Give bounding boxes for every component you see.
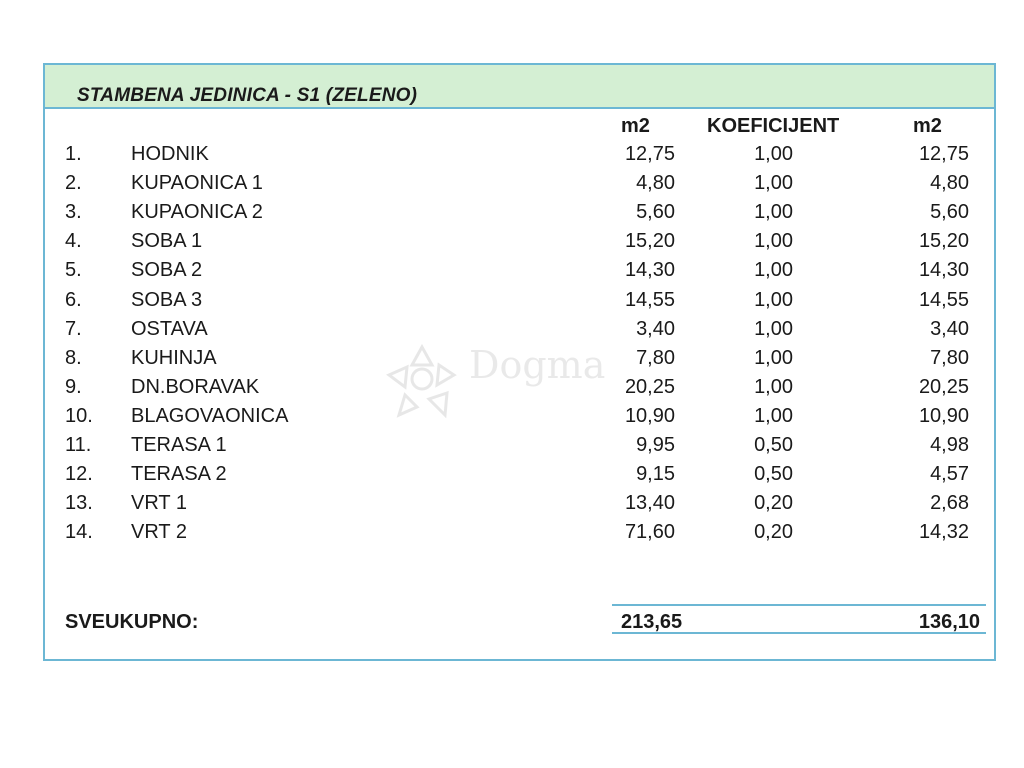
table-row bbox=[45, 318, 994, 347]
room-coefficient: 1,00 bbox=[754, 404, 793, 427]
room-result: 4,98 bbox=[930, 434, 969, 456]
room-name: KUPAONICA 1 bbox=[131, 172, 263, 195]
total-label: SVEUKUPNO: bbox=[65, 611, 199, 633]
room-area: 14,30 bbox=[624, 259, 675, 282]
room-result: 14,55 bbox=[918, 288, 969, 311]
room-name: TERASA 2 bbox=[131, 463, 227, 486]
room-coefficient: 1,00 bbox=[754, 375, 793, 398]
table-row bbox=[45, 376, 994, 405]
header-area: m2 bbox=[621, 115, 650, 137]
row-number: 14. bbox=[65, 521, 93, 544]
row-number: 4. bbox=[65, 230, 82, 253]
room-coefficient: 0,20 bbox=[754, 521, 793, 544]
room-area: 4,80 bbox=[636, 172, 675, 195]
room-result: 15,20 bbox=[918, 230, 969, 253]
header-result: m2 bbox=[913, 115, 942, 137]
row-number: 10. bbox=[65, 404, 93, 427]
room-name: SOBA 1 bbox=[131, 230, 203, 253]
room-coefficient: 0,20 bbox=[754, 492, 793, 515]
room-area: 3,40 bbox=[636, 317, 675, 340]
room-area: 12,75 bbox=[624, 143, 675, 165]
table-row bbox=[45, 143, 994, 172]
room-area: 14,55 bbox=[624, 288, 675, 311]
room-area: 15,20 bbox=[624, 230, 675, 253]
room-name: BLAGOVAONICA bbox=[131, 404, 289, 427]
room-name: KUPAONICA 2 bbox=[131, 201, 263, 224]
table-row bbox=[45, 434, 994, 463]
room-result: 4,80 bbox=[930, 172, 969, 195]
room-name: HODNIK bbox=[131, 143, 209, 165]
row-number: 8. bbox=[65, 346, 82, 369]
room-result: 5,60 bbox=[930, 201, 969, 224]
room-name: OSTAVA bbox=[131, 317, 208, 340]
room-result: 7,80 bbox=[930, 346, 969, 369]
table-row bbox=[45, 492, 994, 521]
room-area: 7,80 bbox=[636, 346, 675, 369]
room-area: 71,60 bbox=[624, 521, 675, 544]
room-area: 5,60 bbox=[636, 201, 675, 224]
row-number: 11. bbox=[65, 434, 92, 456]
room-result: 14,32 bbox=[918, 521, 969, 544]
room-coefficient: 1,00 bbox=[754, 201, 793, 224]
room-result: 14,30 bbox=[918, 259, 969, 282]
room-name: VRT 1 bbox=[131, 492, 187, 515]
room-area: 13,40 bbox=[624, 492, 675, 515]
row-number: 9. bbox=[65, 375, 82, 398]
room-coefficient: 0,50 bbox=[754, 434, 793, 456]
table-row bbox=[45, 289, 994, 318]
row-number: 6. bbox=[65, 288, 82, 311]
room-result: 20,25 bbox=[918, 375, 969, 398]
room-area: 9,95 bbox=[636, 434, 675, 456]
table-row bbox=[45, 405, 994, 434]
row-number: 12. bbox=[65, 463, 93, 486]
table-row bbox=[45, 201, 994, 230]
row-number: 2. bbox=[65, 172, 82, 195]
room-coefficient: 1,00 bbox=[754, 143, 793, 165]
row-number: 3. bbox=[65, 201, 82, 224]
table-row bbox=[45, 521, 994, 550]
room-result: 10,90 bbox=[918, 404, 969, 427]
table-row bbox=[45, 172, 994, 201]
row-number: 13. bbox=[65, 492, 93, 515]
room-area: 10,90 bbox=[624, 404, 675, 427]
table-row bbox=[45, 347, 994, 376]
room-coefficient: 1,00 bbox=[754, 288, 793, 311]
header-coefficient: KOEFICIJENT bbox=[707, 115, 840, 137]
room-area: 9,15 bbox=[636, 463, 675, 486]
row-number: 1. bbox=[65, 143, 82, 165]
room-result: 3,40 bbox=[930, 317, 969, 340]
total-area: 213,65 bbox=[621, 611, 683, 633]
table-row bbox=[45, 259, 994, 288]
total-result: 136,10 bbox=[918, 611, 980, 633]
room-coefficient: 1,00 bbox=[754, 172, 793, 195]
room-area: 20,25 bbox=[624, 375, 675, 398]
table-row bbox=[45, 463, 994, 492]
room-name: SOBA 3 bbox=[131, 288, 203, 311]
room-result: 4,57 bbox=[930, 463, 969, 486]
row-number: 5. bbox=[65, 259, 82, 282]
room-name: TERASA 1 bbox=[131, 434, 227, 456]
table-row bbox=[45, 230, 994, 259]
room-coefficient: 1,00 bbox=[754, 346, 793, 369]
watermark-text: Dogma bbox=[469, 343, 606, 387]
room-name: DN.BORAVAK bbox=[131, 375, 260, 398]
area-table bbox=[43, 63, 996, 661]
room-name: SOBA 2 bbox=[131, 259, 203, 282]
room-coefficient: 0,50 bbox=[754, 463, 793, 486]
room-result: 2,68 bbox=[930, 492, 969, 515]
table-title: STAMBENA JEDINICA - S1 (ZELENO) bbox=[77, 85, 418, 106]
room-name: VRT 2 bbox=[131, 521, 187, 544]
row-number: 7. bbox=[65, 317, 82, 340]
room-coefficient: 1,00 bbox=[754, 317, 793, 340]
room-name: KUHINJA bbox=[131, 346, 217, 369]
room-coefficient: 1,00 bbox=[754, 230, 793, 253]
title-bar bbox=[45, 65, 994, 109]
room-result: 12,75 bbox=[918, 143, 969, 165]
room-coefficient: 1,00 bbox=[754, 259, 793, 282]
